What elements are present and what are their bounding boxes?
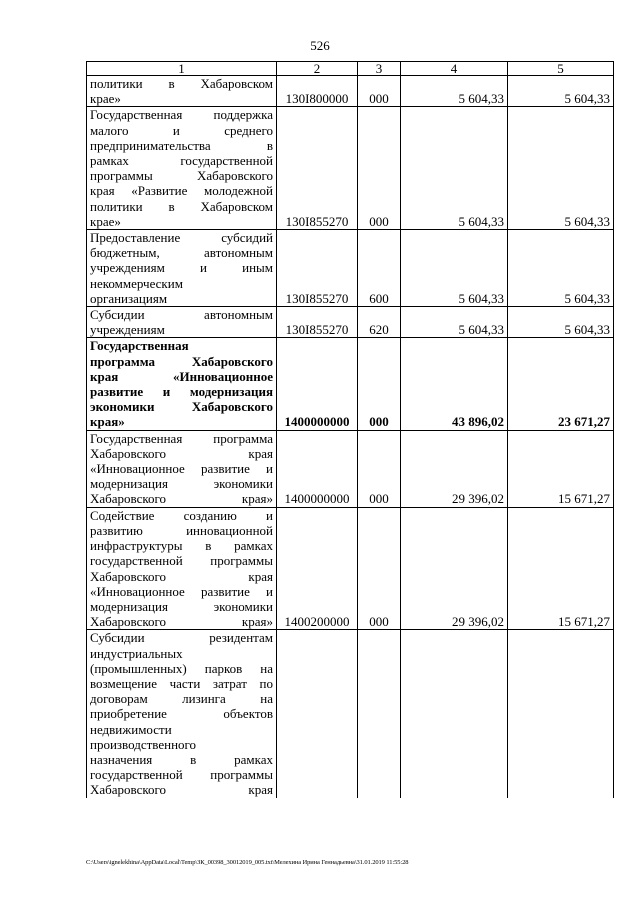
header-col-2: 2 bbox=[277, 62, 358, 76]
description-line: Содействие созданию и bbox=[90, 507, 273, 523]
table-row bbox=[87, 307, 614, 338]
row-code: 130I800000 bbox=[277, 76, 358, 107]
row-type bbox=[358, 630, 401, 798]
table-row bbox=[87, 76, 614, 107]
description-line: Государственная bbox=[90, 338, 189, 354]
row-amount-col5: 15 671,27 bbox=[508, 430, 614, 507]
description-line: договорам лизинга на bbox=[90, 691, 273, 707]
row-code: 1400000000 bbox=[277, 338, 358, 430]
row-amount-col4: 29 396,02 bbox=[401, 507, 508, 630]
description-line: государственной программы bbox=[90, 767, 273, 783]
row-code: 1400200000 bbox=[277, 507, 358, 630]
row-amount-col5: 15 671,27 bbox=[508, 507, 614, 630]
description-line: политики в Хабаровском bbox=[90, 76, 273, 91]
row-type: 000 bbox=[358, 338, 401, 430]
description-line: государственной программы bbox=[90, 553, 273, 569]
description-line: учреждениям bbox=[90, 322, 165, 338]
description-line: крае» bbox=[90, 213, 121, 229]
page-number: 526 bbox=[310, 38, 330, 53]
row-amount-col5: 5 604,33 bbox=[508, 230, 614, 307]
row-description bbox=[87, 307, 277, 338]
description-line: возмещение части затрат по bbox=[90, 675, 273, 691]
description-line: края «Развитие молодежной bbox=[90, 183, 273, 199]
description-line: экономики Хабаровского bbox=[90, 399, 273, 415]
description-line: Хабаровского края» bbox=[90, 491, 273, 507]
description-line: некоммерческим bbox=[90, 275, 183, 291]
description-line: инфраструктуры в рамках bbox=[90, 538, 273, 554]
description-line: программы Хабаровского bbox=[90, 168, 273, 184]
description-line: организациям bbox=[90, 290, 168, 306]
row-code: 1400000000 bbox=[277, 430, 358, 507]
header-col-3: 3 bbox=[358, 62, 401, 76]
row-description bbox=[87, 430, 277, 507]
row-amount-col5: 5 604,33 bbox=[508, 76, 614, 107]
description-line: Субсидии резидентам bbox=[90, 630, 273, 646]
description-line: Хабаровского края bbox=[90, 445, 273, 461]
row-amount-col4 bbox=[401, 630, 508, 798]
description-line: края «Инновационное bbox=[90, 368, 273, 384]
description-line: края» bbox=[90, 414, 125, 430]
row-code: 130I855270 bbox=[277, 107, 358, 230]
table-row bbox=[87, 230, 614, 307]
description-line: программа Хабаровского bbox=[90, 353, 273, 369]
description-line: модернизация экономики bbox=[90, 476, 273, 492]
row-amount-col4: 5 604,33 bbox=[401, 230, 508, 307]
description-line: назначения в рамках bbox=[90, 751, 273, 767]
description-line: политики в Хабаровском bbox=[90, 198, 273, 214]
row-description bbox=[87, 107, 277, 230]
description-line: «Инновационное развитие и bbox=[90, 583, 273, 599]
row-amount-col4: 29 396,02 bbox=[401, 430, 508, 507]
row-amount-col4: 43 896,02 bbox=[401, 338, 508, 430]
description-line: модернизация экономики bbox=[90, 598, 273, 614]
header-col-4: 4 bbox=[401, 62, 508, 76]
budget-table bbox=[86, 61, 614, 798]
row-amount-col5: 5 604,33 bbox=[508, 307, 614, 338]
header-row bbox=[87, 62, 614, 76]
description-line: производственного bbox=[90, 736, 197, 752]
description-line: предпринимательства в bbox=[90, 137, 273, 153]
row-amount-col5 bbox=[508, 630, 614, 798]
row-amount-col4: 5 604,33 bbox=[401, 76, 508, 107]
description-line: Предоставление субсидий bbox=[90, 230, 273, 246]
row-amount-col5: 5 604,33 bbox=[508, 107, 614, 230]
row-description bbox=[87, 230, 277, 307]
row-type: 000 bbox=[358, 507, 401, 630]
row-description bbox=[87, 76, 277, 107]
table-row bbox=[87, 507, 614, 630]
row-type: 620 bbox=[358, 307, 401, 338]
description-line: Государственная поддержка bbox=[90, 107, 273, 123]
row-code bbox=[277, 630, 358, 798]
description-line: крае» bbox=[90, 91, 121, 107]
description-line: развитие и модернизация bbox=[90, 384, 273, 400]
description-line: малого и среднего bbox=[90, 122, 273, 138]
row-description bbox=[87, 630, 277, 798]
row-type: 600 bbox=[358, 230, 401, 307]
row-amount-col5: 23 671,27 bbox=[508, 338, 614, 430]
file-path-footer: C:\Users\ignelekhina\AppData\Local\Temp\ЗК_00398_30012019_005.txt\Мелехина Ирина Геннадьевна\31.01.2019 11:55:28 bbox=[86, 859, 409, 866]
description-line: (промышленных) парков на bbox=[90, 660, 273, 676]
description-line: Хабаровского края bbox=[90, 782, 273, 798]
row-type: 000 bbox=[358, 107, 401, 230]
header-col-5: 5 bbox=[508, 62, 614, 76]
table-row bbox=[87, 107, 614, 230]
description-line: рамках государственной bbox=[90, 153, 273, 169]
row-type: 000 bbox=[358, 430, 401, 507]
description-line: бюджетным, автономным bbox=[90, 245, 273, 261]
description-line: индустриальных bbox=[90, 645, 183, 661]
description-line: развитию инновационной bbox=[90, 522, 273, 538]
description-line: учреждениям и иным bbox=[90, 260, 273, 276]
description-line: Хабаровского края bbox=[90, 568, 273, 584]
table-row bbox=[87, 630, 614, 798]
description-line: Субсидии автономным bbox=[90, 307, 273, 323]
row-type: 000 bbox=[358, 76, 401, 107]
description-line: Государственная программа bbox=[90, 430, 273, 446]
row-description bbox=[87, 338, 277, 430]
row-code: 130I855270 bbox=[277, 307, 358, 338]
header-col-1: 1 bbox=[87, 62, 277, 76]
table-row bbox=[87, 430, 614, 507]
description-line: недвижимости bbox=[90, 721, 172, 737]
description-line: приобретение объектов bbox=[90, 706, 273, 722]
row-amount-col4: 5 604,33 bbox=[401, 307, 508, 338]
row-amount-col4: 5 604,33 bbox=[401, 107, 508, 230]
description-line: «Инновационное развитие и bbox=[90, 461, 273, 477]
row-description bbox=[87, 507, 277, 630]
description-line: Хабаровского края» bbox=[90, 614, 273, 630]
row-code: 130I855270 bbox=[277, 230, 358, 307]
table-row bbox=[87, 338, 614, 430]
